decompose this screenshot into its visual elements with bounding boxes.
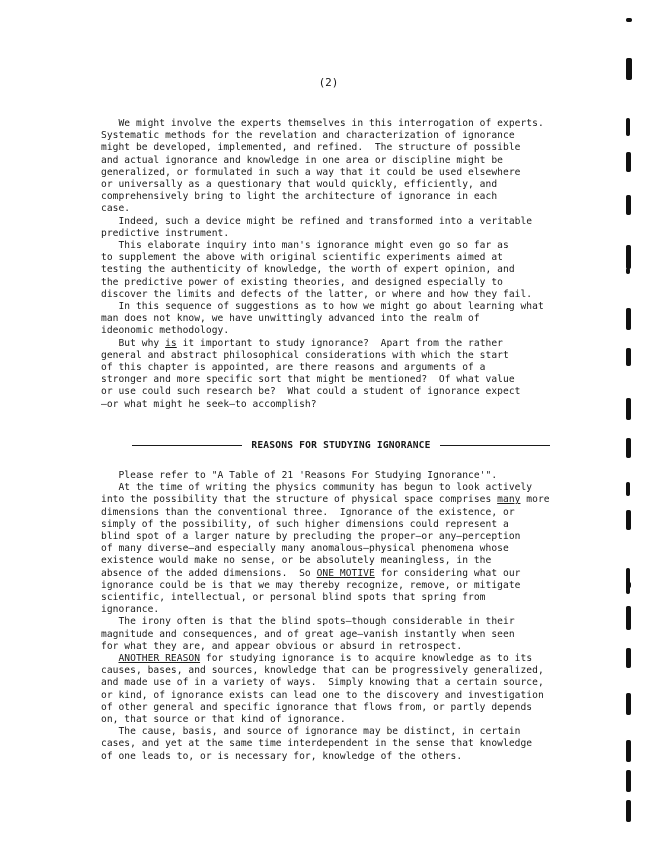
text-line: or universally as a questionary that would quickly, efficiently, and [101, 179, 498, 191]
text-line: man does not know, we have unwittingly advanced into the realm of [101, 313, 480, 325]
underlined-emphasis: ANOTHER REASON [118, 653, 201, 665]
text-line: and actual ignorance and knowledge in one area or discipline might be [101, 154, 503, 166]
text-line: and made use of in a variety of ways. Simply knowing that a certain source, [101, 677, 544, 689]
binding-mark [626, 245, 631, 269]
heading-rule-left [132, 445, 242, 446]
text-line: But why is it important to study ignorance? Apart from the rather [101, 337, 504, 349]
text-line: for what they are, and appear obvious or absurd in retrospect. [101, 640, 463, 652]
text-line: ignorance. [101, 604, 160, 616]
text-line: We might involve the experts themselves in this interrogation of experts. [101, 118, 544, 129]
binding-mark [626, 582, 631, 588]
text-line: the predictive power of existing theories, and designed especially to [101, 276, 503, 288]
binding-mark [626, 308, 631, 330]
text-line: generalized, or formulated in such a way that it could be used elsewhere [101, 166, 521, 178]
text-line: might be developed, implemented, and refined. The structure of possible [101, 142, 521, 154]
underlined-emphasis: is [165, 337, 177, 349]
binding-mark [626, 693, 631, 715]
binding-mark [626, 568, 630, 594]
text-line: or kind, of ignorance exists can lead one to the discovery and investigation [101, 689, 544, 701]
heading-rule-right [440, 445, 550, 446]
text-line: discover the limits and defects of the latter, or where and how they fail. [101, 288, 533, 300]
text-line: Indeed, such a device might be refined and transformed into a veritable [101, 215, 533, 227]
binding-mark [626, 770, 631, 792]
text-line: on, that source or that kind of ignorance. [101, 714, 346, 726]
binding-mark [626, 438, 631, 458]
text-line: stronger and more specific sort that might be mentioned? Of what value [101, 374, 515, 386]
text-line: testing the authenticity of knowledge, the worth of expert opinion, and [101, 264, 515, 276]
binding-mark [626, 18, 632, 22]
text-line: existence would make no sense, or be absolutely meaningless, in the [101, 555, 492, 567]
text-line: of one leads to, or is necessary for, knowledge of the others. [101, 750, 463, 762]
text-line: or use could such research be? What could a student of ignorance expect [101, 386, 521, 398]
text-line: to supplement the above with original scientific experiments aimed at [101, 252, 503, 264]
binding-mark [626, 800, 631, 822]
text-line: of other general and specific ignorance that flows from, or partly depends [101, 701, 533, 713]
section-heading-text: REASONS FOR STUDYING IGNORANCE [251, 440, 431, 451]
binding-mark [626, 195, 631, 215]
binding-mark [626, 348, 631, 366]
text-line: dimensions than the conventional three. Ignorance of the existence, or [101, 506, 515, 518]
text-line: comprehensively bring to light the architecture of ignorance in each [101, 191, 498, 203]
binding-mark [626, 510, 631, 530]
text-line: magnitude and consequences, and of great age—vanish instantly when seen [101, 628, 515, 640]
text-line: predictive instrument. [101, 227, 230, 239]
body-text-reasons [101, 470, 601, 763]
binding-mark [626, 398, 631, 420]
binding-mark [626, 648, 631, 668]
text-line: ANOTHER REASON for studying ignorance is to acquire knowledge as to its [118, 653, 533, 665]
binding-mark [626, 268, 630, 274]
binding-mark [626, 606, 631, 630]
body-text-intro [101, 118, 601, 411]
text-line: simply of the possibility, of such higher dimensions could represent a [101, 518, 509, 530]
underlined-emphasis: ONE MOTIVE [316, 567, 375, 579]
text-line: into the possibility that the structure of physical space comprises many more [101, 494, 550, 506]
binding-mark [626, 482, 630, 496]
binding-mark [626, 152, 631, 172]
text-line: general and abstract philosophical considerations with which the start [101, 349, 509, 361]
text-line: scientific, intellectual, or personal blind spots that spring from [101, 592, 486, 604]
text-line: —or what might he seek—to accomplish? [101, 398, 317, 410]
text-line: of this chapter is appointed, are there reasons and arguments of a [101, 362, 486, 374]
text-line: Please refer to "A Table of 21 'Reasons For Studying Ignorance'". [101, 470, 498, 481]
text-line: ideonomic methodology. [101, 325, 230, 337]
section-heading [132, 440, 550, 451]
text-line: blind spot of a larger nature by precluding the proper—or any—perception [101, 531, 521, 543]
text-line: Systematic methods for the revelation and characterization of ignorance [101, 130, 515, 142]
text-line: absence of the added dimensions. So ONE MOTIVE for considering what our [101, 567, 521, 579]
binding-mark [626, 118, 630, 136]
underlined-emphasis: many [497, 494, 521, 506]
page-number: (2) [318, 76, 339, 89]
binding-marks [626, 0, 646, 850]
text-line: ignorance could be is that we may thereby recognize, remove, or mitigate [101, 579, 521, 591]
text-line: In this sequence of suggestions as to how we might go about learning what [101, 301, 544, 313]
text-line: The irony often is that the blind spots—though considerable in their [101, 616, 515, 628]
text-line: cases, and yet at the same time interdependent in the sense that knowledge [101, 738, 533, 750]
binding-mark [626, 58, 632, 80]
binding-mark [626, 740, 631, 762]
text-line: of many diverse—and especially many anomalous—physical phenomena whose [101, 543, 509, 555]
text-line: case. [101, 203, 131, 215]
text-line: The cause, basis, and source of ignorance may be distinct, in certain [101, 726, 521, 738]
text-line: This elaborate inquiry into man's ignorance might even go so far as [101, 240, 509, 252]
text-line: At the time of writing the physics community has begun to look actively [101, 482, 533, 494]
text-line: causes, bases, and sources, knowledge that can be progressively generalized, [101, 665, 544, 677]
